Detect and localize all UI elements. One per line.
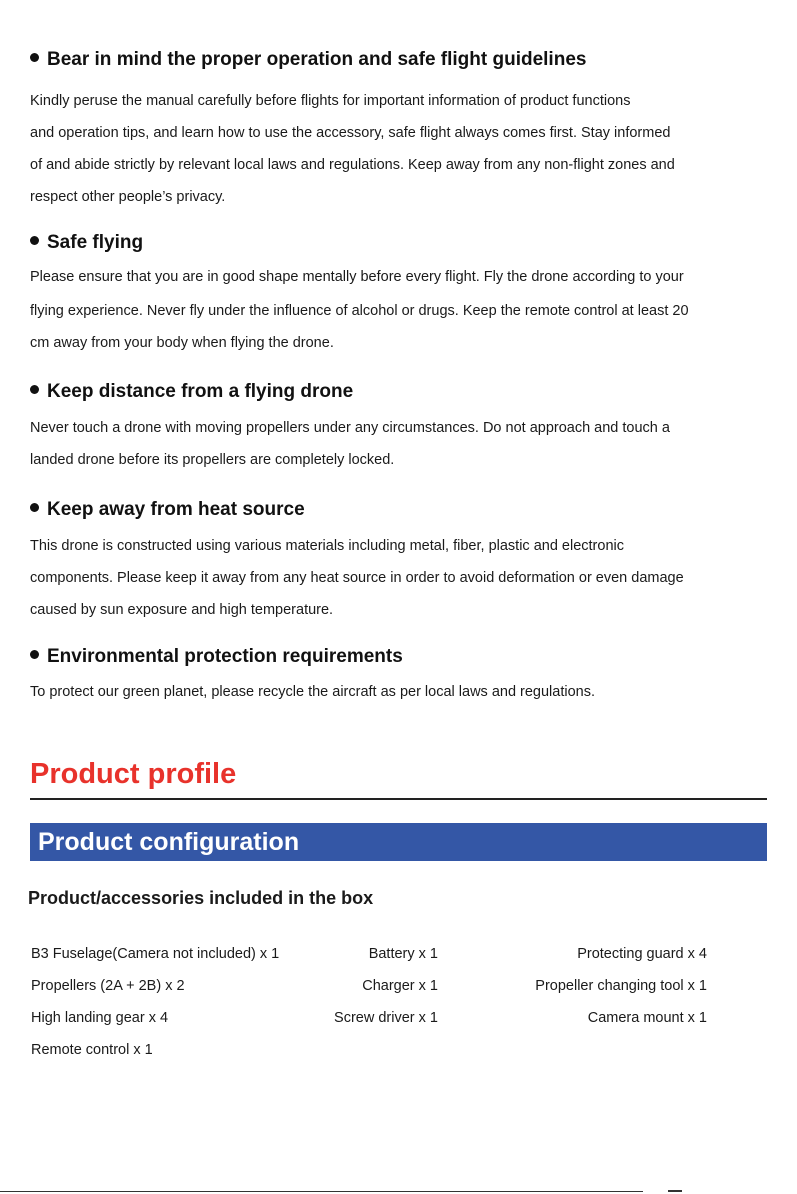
bullet-icon xyxy=(30,650,39,659)
keep-distance-text-line: landed drone before its propellers are completely locked. xyxy=(30,452,395,468)
bullet-icon xyxy=(30,503,39,512)
heat-source-text-line: caused by sun exposure and high temperature. xyxy=(30,602,334,618)
footer-mark xyxy=(668,1190,682,1192)
box-item: Camera mount x 1 xyxy=(587,1010,707,1026)
box-item: B3 Fuselage(Camera not included) x 1 xyxy=(31,946,280,962)
product-configuration-title: Product configuration xyxy=(38,828,300,856)
bullet-icon xyxy=(30,53,39,62)
product-configuration-banner xyxy=(30,823,767,861)
guidelines-text-line: Kindly peruse the manual carefully before flights for important information of product functions xyxy=(30,93,631,109)
guidelines-text-line: and operation tips, and learn how to use the accessory, safe flight always comes first. Stay informed xyxy=(30,125,671,141)
box-item: Propeller changing tool x 1 xyxy=(535,978,707,994)
footer-divider xyxy=(0,1191,643,1192)
safe-flying-text-line: Please ensure that you are in good shape mentally before every flight. Fly the drone according to your xyxy=(30,269,684,285)
environmental-text-line: To protect our green planet, please recycle the aircraft as per local laws and regulations. xyxy=(30,684,596,700)
section-heading-safe-flying: Safe flying xyxy=(30,231,143,255)
box-item: Protecting guard x 4 xyxy=(577,946,707,962)
section-heading-environmental: Environmental protection requirements xyxy=(30,645,403,669)
safe-flying-text-line: cm away from your body when flying the drone. xyxy=(30,335,334,351)
box-item: Charger x 1 xyxy=(362,978,438,994)
safe-flying-text-line: flying experience. Never fly under the influence of alcohol or drugs. Keep the remote control at least 20 xyxy=(30,303,689,319)
section-heading-heat-source: Keep away from heat source xyxy=(30,498,305,522)
guidelines-text-line: respect other people’s privacy. xyxy=(30,189,226,205)
heat-source-text-line: components. Please keep it away from any heat source in order to avoid deformation or even damage xyxy=(30,570,684,586)
box-item: Remote control x 1 xyxy=(31,1042,153,1058)
bullet-icon xyxy=(30,236,39,245)
box-item: High landing gear x 4 xyxy=(31,1010,169,1026)
profile-divider xyxy=(30,798,767,800)
box-item: Screw driver x 1 xyxy=(334,1010,438,1026)
box-contents-heading: Product/accessories included in the box xyxy=(28,888,374,908)
product-profile-title: Product profile xyxy=(30,758,237,790)
keep-distance-text-line: Never touch a drone with moving propellers under any circumstances. Do not approach and touch a xyxy=(30,420,670,436)
section-heading-safe-guidelines: Bear in mind the proper operation and safe flight guidelines xyxy=(30,48,586,72)
bullet-icon xyxy=(30,385,39,394)
section-heading-keep-distance: Keep distance from a flying drone xyxy=(30,380,353,404)
box-item: Propellers (2A + 2B) x 2 xyxy=(31,978,185,994)
guidelines-text-line: of and abide strictly by relevant local laws and regulations. Keep away from any non-flight zones and xyxy=(30,157,675,173)
box-item: Battery x 1 xyxy=(368,946,438,962)
heat-source-text-line: This drone is constructed using various materials including metal, fiber, plastic and electronic xyxy=(30,538,624,554)
